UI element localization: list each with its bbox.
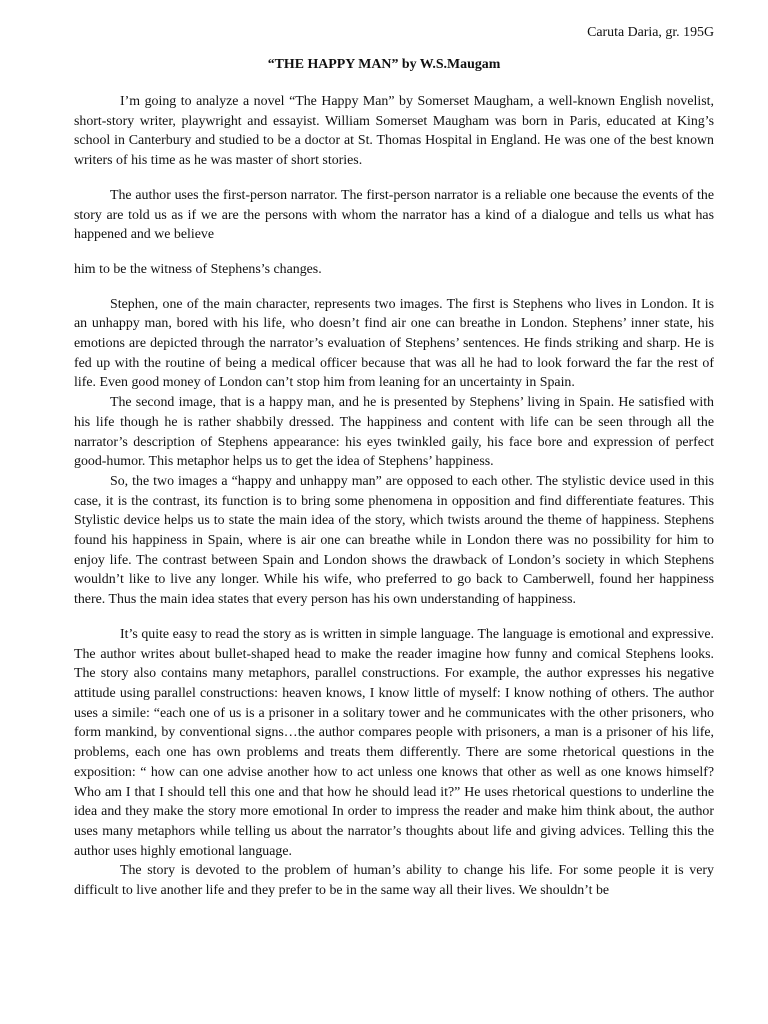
paragraph-narrator: The author uses the first-person narrator. The first-person narrator is a reliable one because the events of the story are told us as if we are the persons with whom the narrator has a kind of a dialogue and tells us what has happened and we believe <box>74 187 714 243</box>
paragraph-first-image: Stephen, one of the main character, represents two images. The first is Stephens who lives in London. It is an unhappy man, bored with his life, who doesn’t find air one can breathe in London. Stephens’ inner state, his emotions are depicted through the narrator’s evaluation of Stephens’ sentences. He finds striking and sharp. He is fed up with the routine of being a medical officer because that was all he had to look forward the far the rest of life. Even good money of London can’t stop him from leaning for an uncertainty in Spain. <box>74 296 714 391</box>
paragraph-contrast: So, the two images a “happy and unhappy man” are opposed to each other. The stylistic device used in this case, it is the contrast, its function is to bring some phenomena in opposition and find differentiate features. This Stylistic device helps us to state the main idea of the story, which twists around the theme of happiness. Stephens found his happiness in Spain, where is air one can breathe while in London there was no possibility for him to enjoy life. The contrast between Spain and London shows the drawback of London’s society in which Stephens wouldn’t like to live any longer. While his wife, who preferred to go back to Camberwell, found her happiness there. Thus the main idea states that every person has his own understanding of happiness. <box>74 473 714 608</box>
essay-title: “THE HAPPY MAN” by W.S.Maugam <box>267 57 501 72</box>
paragraph-language: It’s quite easy to read the story as is written in simple language. The language is emotional and expressive. The author writes about bullet-shaped head to make the reader imagine how funny and comical Stephens looks. The story also contains many metaphors, parallel constructions. For example, the author expresses his negative attitude using parallel constructions: heaven knows, I know little of myself: I know nothing of others. The author uses a simile: “each one of us is a prisoner in a solitary tower and he communicates with the other prisoners, who form mankind, by conventional signs…the author compares people with prisoners, a man is a prisoner of his life, problems, each one has own problems and treats them differently. There are some rhetorical questions in the exposition: “ how can one advise another how to act unless one knows that other as well as one knows himself? Who am I that I should tell this one and that how he should lead it?” He uses rhetorical questions to underline the idea and they make the story more emotional In order to impress the reader and make him think about, the author uses many metaphors while telling us about the narrator’s thoughts about life and giving advices. Telling this the author uses highly emotional language. <box>74 626 714 859</box>
essay-body <box>74 92 714 901</box>
paragraph-intro: I’m going to analyze a novel “The Happy Man” by Somerset Maugham, a well-known English novelist, short-story writer, playwright and essayist. William Somerset Maugham was born in Paris, educated at King’s school in Canterbury and studied to be a doctor at St. Thomas Hospital in England. He was one of the best known writers of his time as he was master of short stories. <box>74 94 714 169</box>
paragraph-narrator-continued: him to be the witness of Stephens’s changes. <box>74 261 322 277</box>
author-line: Caruta Daria, gr. 195G <box>587 25 714 40</box>
paragraph-problem: The story is devoted to the problem of human’s ability to change his life. For some people it is very difficult to live another life and they prefer to be in the same way all their lives. We shouldn’t be <box>74 863 714 899</box>
paragraph-second-image: The second image, that is a happy man, and he is presented by Stephens’ living in Spain. He satisfied with his life though he is rather shabbily dressed. The happiness and content with life can be seen through all the narrator’s description of Stephens appearance: his eyes twinkled gaily, his face bore and expression of perfect good-humor. This metaphor helps us to get the idea of Stephens’ happiness. <box>74 395 714 470</box>
